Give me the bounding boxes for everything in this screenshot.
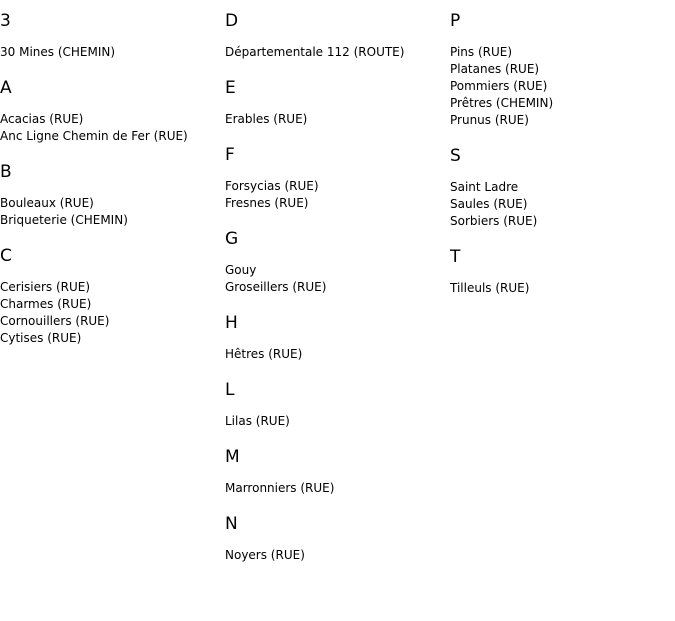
- street-link[interactable]: Anc Ligne Chemin de Fer (RUE): [0, 129, 188, 143]
- letter-group-p: [450, 10, 670, 129]
- street-link[interactable]: Platanes (RUE): [450, 62, 540, 76]
- letter-group-h: [225, 312, 445, 363]
- street-link[interactable]: Briqueterie (CHEMIN): [0, 213, 128, 227]
- street-link[interactable]: Groseillers (RUE): [225, 280, 327, 294]
- letter-group-e: [225, 77, 445, 128]
- letter-heading: E: [225, 78, 236, 98]
- street-link[interactable]: Tilleuls (RUE): [450, 281, 530, 295]
- letter-group-g: [225, 228, 445, 296]
- letter-group-f: [225, 144, 445, 212]
- letter-heading: D: [225, 11, 239, 31]
- letter-group-c: [0, 245, 220, 347]
- letter-heading: A: [0, 78, 12, 98]
- letter-heading: L: [225, 380, 235, 400]
- street-link[interactable]: Cytises (RUE): [0, 331, 82, 345]
- letter-heading: T: [450, 247, 461, 267]
- street-link[interactable]: Cerisiers (RUE): [0, 280, 91, 294]
- letter-heading: S: [450, 146, 461, 166]
- letter-heading: 3: [0, 11, 11, 31]
- letter-heading: B: [0, 162, 12, 182]
- street-link[interactable]: Marronniers (RUE): [225, 481, 335, 495]
- street-link[interactable]: Erables (RUE): [225, 112, 308, 126]
- street-link[interactable]: Forsycias (RUE): [225, 179, 319, 193]
- street-link[interactable]: Lilas (RUE): [225, 414, 290, 428]
- index-column-3: [450, 10, 670, 313]
- letter-heading: G: [225, 229, 239, 249]
- street-link[interactable]: Prunus (RUE): [450, 113, 529, 127]
- street-link[interactable]: Sorbiers (RUE): [450, 214, 538, 228]
- letter-heading: F: [225, 145, 235, 165]
- letter-heading: M: [225, 447, 240, 467]
- letter-group-b: [0, 161, 220, 229]
- letter-heading: P: [450, 11, 461, 31]
- street-link[interactable]: Gouy: [225, 263, 257, 277]
- street-link[interactable]: Saules (RUE): [450, 197, 528, 211]
- letter-heading: C: [0, 246, 12, 266]
- letter-group-l: [225, 379, 445, 430]
- street-link[interactable]: 30 Mines (CHEMIN): [0, 45, 116, 59]
- street-link[interactable]: Départementale 112 (ROUTE): [225, 45, 405, 59]
- street-link[interactable]: Saint Ladre: [450, 180, 519, 194]
- letter-group-n: [225, 513, 445, 564]
- street-link[interactable]: Noyers (RUE): [225, 548, 305, 562]
- letter-heading: N: [225, 514, 238, 534]
- index-column-1: [0, 10, 220, 363]
- letter-group-m: [225, 446, 445, 497]
- letter-group-s: [450, 145, 670, 230]
- letter-group-3: [0, 10, 220, 61]
- letter-group-d: [225, 10, 445, 61]
- street-link[interactable]: Bouleaux (RUE): [0, 196, 94, 210]
- letter-group-t: [450, 246, 670, 297]
- street-link[interactable]: Pommiers (RUE): [450, 79, 548, 93]
- index-column-2: [225, 10, 445, 580]
- street-link[interactable]: Hêtres (RUE): [225, 347, 303, 361]
- street-link[interactable]: Acacias (RUE): [0, 112, 84, 126]
- street-link[interactable]: Fresnes (RUE): [225, 196, 309, 210]
- street-link[interactable]: Prêtres (CHEMIN): [450, 96, 554, 110]
- street-link[interactable]: Cornouillers (RUE): [0, 314, 110, 328]
- letter-group-a: [0, 77, 220, 145]
- street-link[interactable]: Pins (RUE): [450, 45, 513, 59]
- street-link[interactable]: Charmes (RUE): [0, 297, 92, 311]
- letter-heading: H: [225, 313, 238, 333]
